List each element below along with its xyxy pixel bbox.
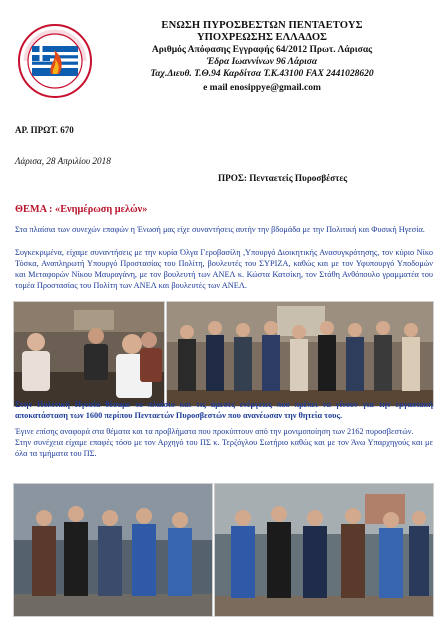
paragraph-followup — [15, 426, 433, 459]
registration-number: Αριθμός Απόφασης Εγγραφής 64/2012 Πρωτ. Λάρισας — [151, 45, 373, 55]
paragraph-chief-contacts: Στην συνέχεια είχαμε επαφές τόσο με τον Αρχηγό του ΠΣ κ. Τερζόγλου Σωτήριο καθώς και με τον Άνω Υπαρχηγούς και με όλα τα τμήματα του ΠΣ. — [15, 438, 433, 458]
group-photo-fire-service-right-image — [215, 484, 434, 617]
subject-line: ΘΕΜΑ : «Ενημέρωση μελών» — [15, 204, 148, 215]
paragraph-permanent: Έγινε επίσης αναφορά στα θέματα και τα προβλήματα που προκύπτουν από την μονιμοποίηση των 2162 πυροσβεστών. — [15, 427, 414, 436]
recipient-line: ΠΡΟΣ: Πενταετείς Πυροσβέστες — [218, 173, 348, 183]
meeting-photo-minister-image — [14, 302, 165, 407]
group-photo-fire-service-right — [214, 483, 434, 617]
contact-email: e mail enosippye@gmail.com — [203, 83, 321, 93]
union-logo-emblem — [18, 24, 92, 98]
paragraph-demands-bold: Στην Πολιτική Ηγεσία θέσαμε το πλαίσιο και τις άμεσες ενέργειες που πρέπει να γίνουν για την εργασιακή αποκατάσταση των 1600 περίπου Πενταετών Πυροσβεστών που ανανέωσαν την θητεία τους. — [15, 400, 433, 420]
postal-address: Ταχ.Διευθ. Τ.Θ.94 Καρδίτσα Τ.Κ.43100 FAX 2441028620 — [150, 69, 374, 79]
group-photo-fire-service-left-image — [14, 484, 213, 617]
protocol-number: ΑΡ. ΠΡΩΤ. 670 — [15, 125, 74, 135]
paragraph-demands — [15, 399, 433, 421]
group-photo-ministry-image — [167, 302, 434, 407]
group-photo-ministry — [166, 301, 434, 407]
org-name: ΕΝΩΣΗ ΠΥΡΟΣΒΕΣΤΩΝ ΠΕΝΤΑΕΤΟΥΣ — [161, 20, 363, 31]
letter-date: Λάρισα, 28 Απριλίου 2018 — [15, 156, 111, 166]
paragraph-meetings: Συγκεκριμένα, είχαμε συναντήσεις με την κυρία Όλγα Γεροβασίλη ,Υπουργό Διοικητικής Ανασυγκρότησης, τον κύριο Νίκο Τόσκα, Αναπληρωτή Υπουργό Προστασίας του Πολίτη, βουλευτές του ΣΥΡΙΖΑ, καθώς και με τον Υφυπουργό Υποδομών και Μεταφορών Νίκου Μαυραγάνη, με τον βουλευτή των ΑΝΕΛ κ. Κώστα Κατσίκη, τον Στάθη Ανθόπουλο γραμματέα του τομέα Προστασίας του Πολίτη των ΑΝΕΛ και βουλευτές των ΑΝΕΛ. — [15, 248, 433, 290]
meeting-photo-minister — [13, 301, 165, 407]
paragraph-intro: Στα πλαίσια των συνεχών επαφών η Ένωσή μας είχε συναντήσεις αυτήν την βδομάδα με την Πολιτική και Φυσική Ηγεσία. — [15, 225, 425, 234]
org-subtitle: ΥΠΟΧΡΕΩΣΗΣ ΕΛΛΑΔΟΣ — [196, 32, 327, 43]
group-photo-fire-service-left — [13, 483, 213, 617]
seat-address: Έδρα Ιωαννίνων 96 Λάρισα — [206, 57, 318, 67]
letterhead-text — [92, 20, 432, 95]
